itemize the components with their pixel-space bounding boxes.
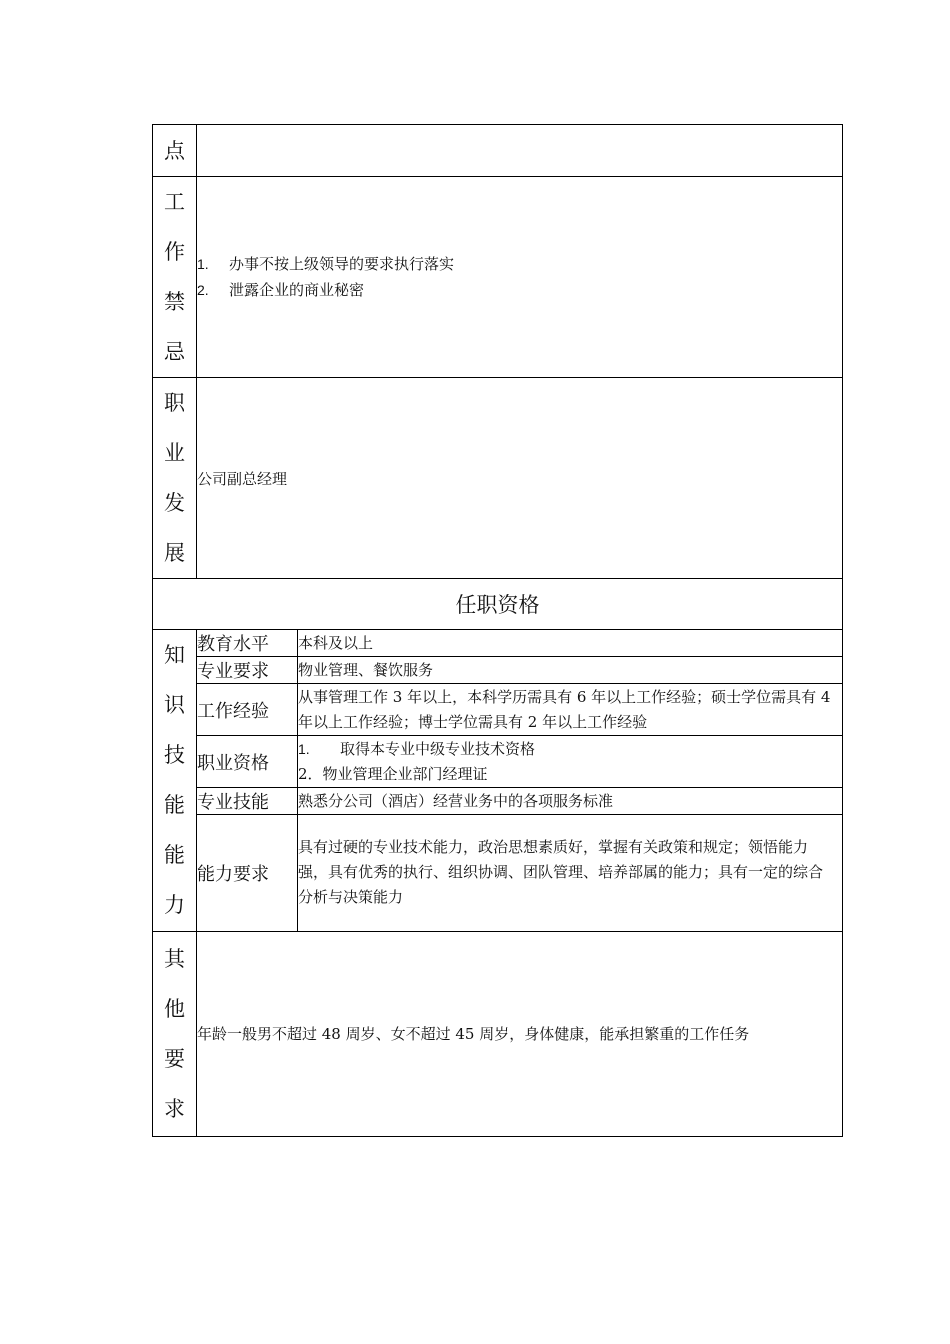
table-row: [197, 684, 842, 736]
other-requirements-label: 其 他 要 求: [153, 931, 197, 1136]
qualification-header: 任职资格: [153, 579, 843, 630]
row-knowledge-skills: [153, 630, 843, 932]
table-row: [197, 657, 842, 684]
certification-line-1: 1. 取得本专业中级专业技术资格: [298, 739, 536, 758]
knowledge-skills-label: 知 识 技 能 能 力: [153, 630, 197, 932]
skills-value: 熟悉分公司（酒店）经营业务中的各项服务标准: [298, 788, 843, 815]
row-other-requirements: [153, 931, 843, 1136]
major-value: 物业管理、餐饮服务: [298, 657, 843, 684]
skills-label: 专业技能: [197, 788, 298, 815]
row-point-content: [197, 125, 843, 177]
list-item: 2. 泄露企业的商业秘密: [197, 281, 365, 299]
table-row: [197, 736, 842, 788]
experience-label: 工作经验: [197, 684, 298, 736]
certification-line-2: 2．物业管理企业部门经理证: [298, 764, 488, 783]
other-requirements-content: 年龄一般男不超过 48 周岁、女不超过 45 周岁，身体健康，能承担繁重的工作任务: [197, 931, 843, 1136]
certification-value: [298, 736, 843, 788]
career-development-label: 职 业 发 展: [153, 378, 197, 579]
career-development-content: 公司副总经理: [197, 378, 843, 579]
taboo-list: [197, 251, 842, 303]
qualification-subtable: [197, 630, 842, 931]
education-value: 本科及以上: [298, 630, 843, 657]
job-description-table: [152, 124, 843, 1137]
ability-value: 具有过硬的专业技术能力，政治思想素质好，掌握有关政策和规定；领悟能力强，具有优秀的执行、组织协调、团队管理、培养部属的能力；具有一定的综合分析与决策能力: [298, 815, 843, 931]
table-row: [197, 815, 842, 931]
work-taboo-content: [197, 177, 843, 378]
ability-label: 能力要求: [197, 815, 298, 931]
row-work-taboo: [153, 177, 843, 378]
knowledge-skills-content: [197, 630, 843, 932]
list-item: 1. 办事不按上级领导的要求执行落实: [197, 255, 455, 273]
row-point: [153, 125, 843, 177]
work-taboo-label: 工 作 禁 忌: [153, 177, 197, 378]
experience-value: 从事管理工作 3 年以上，本科学历需具有 6 年以上工作经验；硕士学位需具有 4 年以上工作经验；博士学位需具有 2 年以上工作经验: [298, 684, 843, 736]
row-point-label: 点: [153, 125, 197, 177]
major-label: 专业要求: [197, 657, 298, 684]
table-row: [197, 788, 842, 815]
education-label: 教育水平: [197, 630, 298, 657]
certification-label: 职业资格: [197, 736, 298, 788]
table-row: [197, 630, 842, 657]
row-qualification-header: [153, 579, 843, 630]
row-career-development: [153, 378, 843, 579]
